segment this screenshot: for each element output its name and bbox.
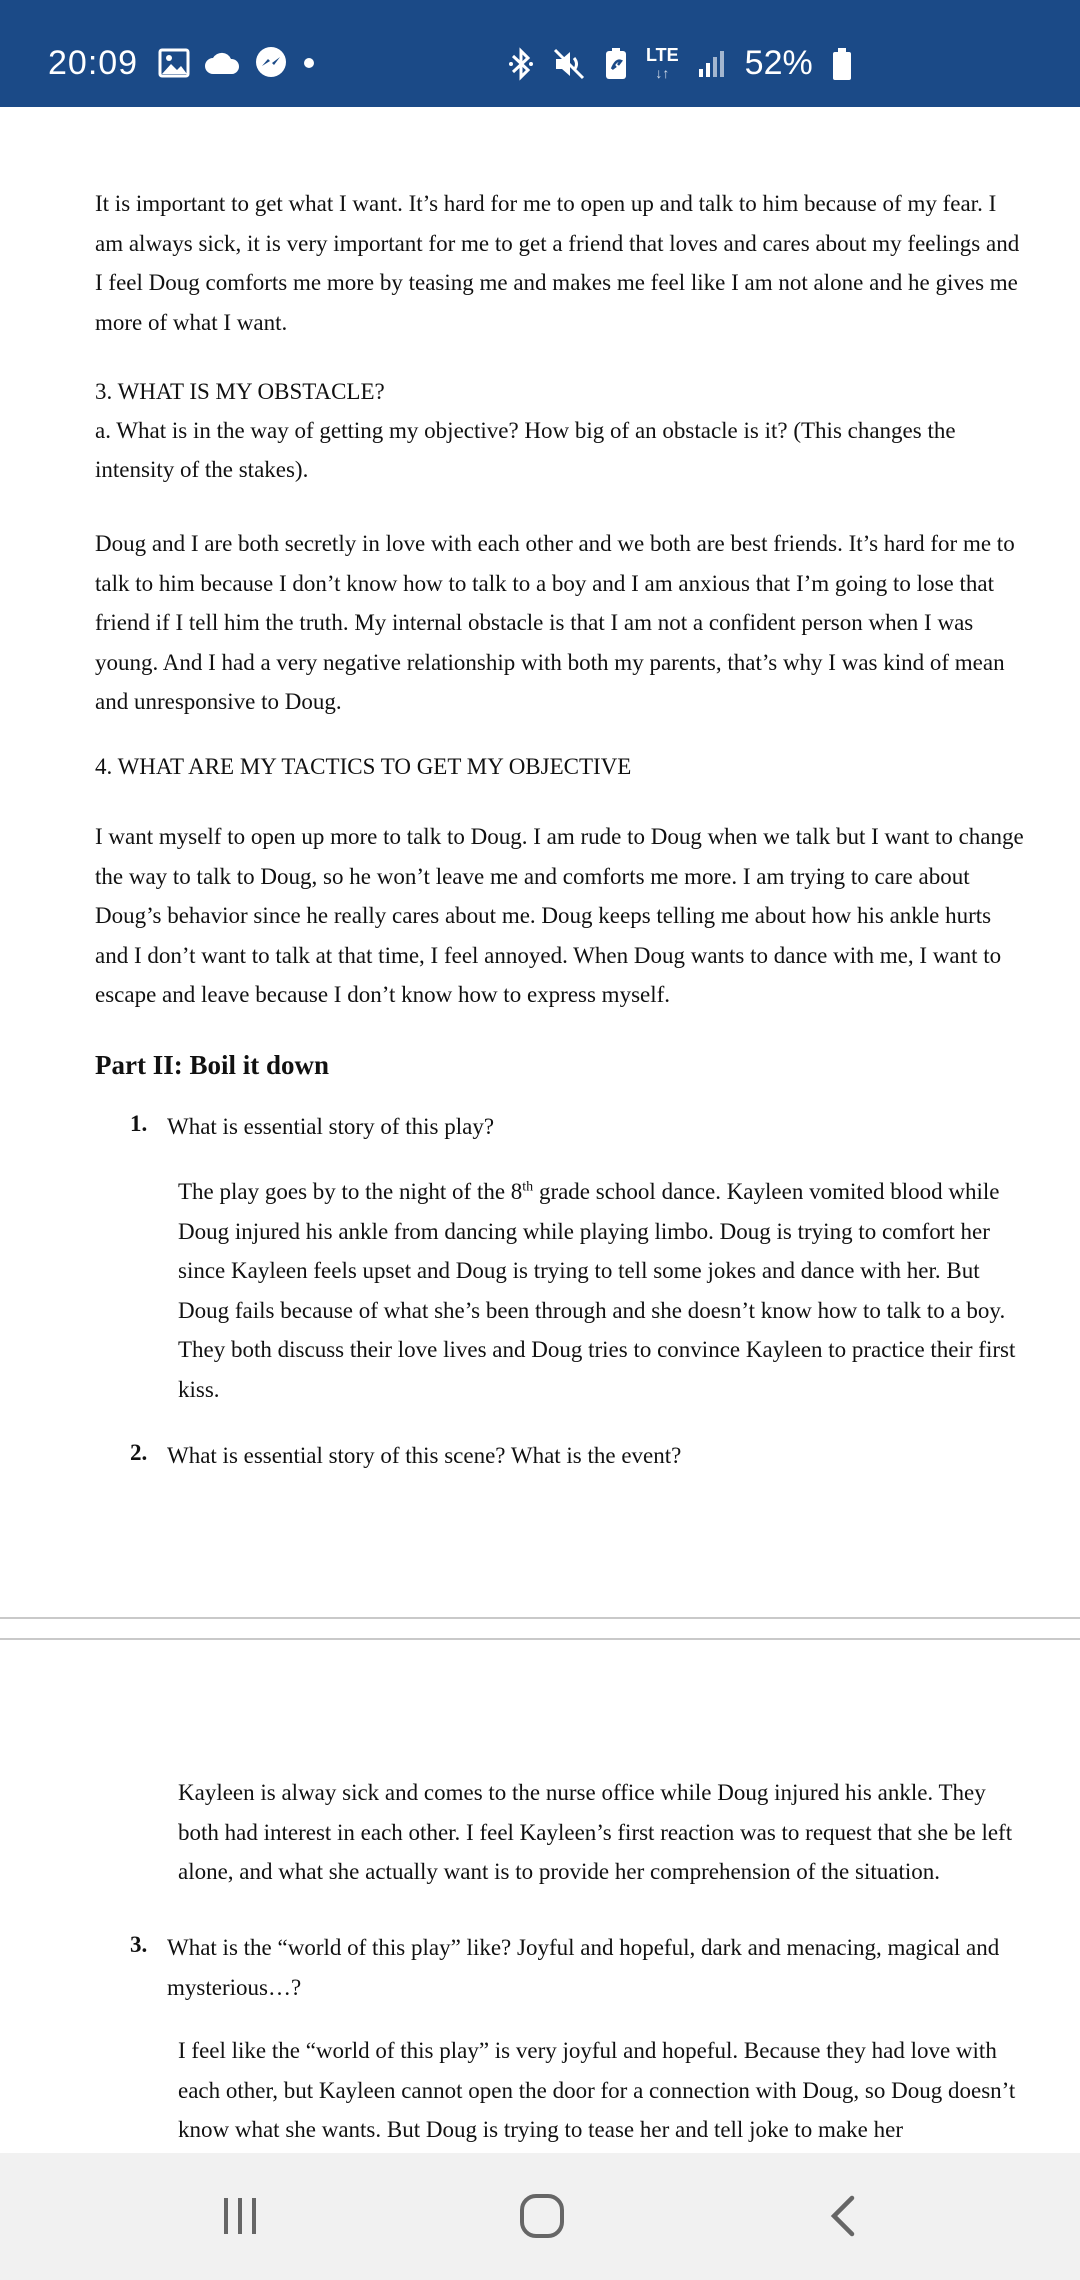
obstacle-question: a. What is in the way of getting my objective? How big of an obstacle is it? (This changes the intensity of the stakes). bbox=[95, 418, 956, 482]
battery-saver-icon bbox=[604, 47, 628, 81]
paragraph-objective-end bbox=[95, 184, 1025, 342]
answer-1 bbox=[178, 1172, 1028, 1409]
heading-tactics: 4. WHAT ARE MY TACTICS TO GET MY OBJECTIVE bbox=[95, 754, 632, 779]
image-icon bbox=[158, 48, 190, 78]
navigation-bar bbox=[0, 2153, 1080, 2280]
back-icon bbox=[824, 2192, 864, 2240]
answer-2 bbox=[178, 1773, 1028, 1892]
question-2-number: 2. bbox=[130, 1440, 148, 1465]
system-icons bbox=[508, 44, 853, 83]
page-break bbox=[0, 1617, 1080, 1640]
recent-apps-icon bbox=[218, 2194, 262, 2238]
signal-icon bbox=[697, 49, 727, 79]
answer-1-text bbox=[178, 1172, 1028, 1409]
home-button[interactable] bbox=[502, 2181, 582, 2251]
recent-apps-button[interactable] bbox=[200, 2181, 280, 2251]
mute-icon bbox=[552, 47, 586, 81]
bluetooth-icon bbox=[508, 47, 534, 81]
network-label: LTE bbox=[646, 44, 679, 65]
paragraph-text: Doug and I are both secretly in love with each other and we both are best friends. It’s hard for me to talk to him because I don’t know how to talk to a boy and I am anxious that I’m going to lose that friend if I tell him the truth. My internal obstacle is that I am not a confident person when I was young. And I had a very negative relationship with both my parents, that’s why I was kind of mean and unresponsive to Doug. bbox=[95, 531, 1015, 714]
answer-3 bbox=[178, 2031, 1028, 2150]
answer-3-text: I feel like the “world of this play” is very joyful and hopeful. Because they had love with each other, but Kayleen cannot open the door for a connection with Doug, so Doug doesn’t know what she wants. But Doug is trying to tease her and tell joke to make her bbox=[178, 2038, 1016, 2142]
heading-obstacle: 3. WHAT IS MY OBSTACLE? bbox=[95, 379, 385, 404]
answer-2-text: Kayleen is alway sick and comes to the nurse office while Doug injured his ankle. They both had interest in each other. I feel Kayleen’s first reaction was to request that she be left alone, and what she actually want is to provide her comprehension of the situation. bbox=[178, 1780, 1013, 1884]
answer-1-part-a: The play goes by to the night of the 8 bbox=[178, 1179, 523, 1204]
home-icon bbox=[518, 2192, 566, 2240]
status-time: 20:09 bbox=[48, 44, 139, 82]
messenger-icon bbox=[254, 46, 288, 80]
notification-icons bbox=[158, 46, 316, 80]
lte-icon: LTE ↓↑ bbox=[646, 44, 679, 81]
back-button[interactable] bbox=[804, 2181, 884, 2251]
paragraph-obstacle bbox=[95, 524, 1025, 722]
document-page-1[interactable] bbox=[0, 107, 1080, 1617]
cloud-icon bbox=[204, 50, 240, 76]
question-1-number: 1. bbox=[130, 1111, 148, 1136]
paragraph-text: I want myself to open up more to talk to Doug. I am rude to Doug when we talk but I want to change the way to talk to Doug, so he won’t leave me and comforts me more. I am trying to care about Doug’s behavior since he really cares about me. Doug keeps telling me about how his ankle hurts and I don’t want to talk at that time, I feel annoyed. When Doug wants to dance with me, I want to escape and leave because I don’t know how to express myself. bbox=[95, 824, 1024, 1007]
question-3: What is the “world of this play” like? Joyful and hopeful, dark and menacing, magical and mysterious…? bbox=[167, 1935, 1000, 2000]
question-3-number: 3. bbox=[130, 1932, 148, 1957]
ordinal-suffix: th bbox=[522, 1179, 534, 1195]
battery-icon bbox=[831, 47, 853, 81]
battery-percent: 52% bbox=[744, 44, 813, 82]
part-two-title: Part II: Boil it down bbox=[95, 1050, 330, 1080]
status-bar bbox=[0, 0, 1080, 107]
document-page-2[interactable] bbox=[0, 1640, 1080, 2153]
answer-1-part-b: grade school dance. Kayleen vomited blood while Doug injured his ankle from dancing while playing limbo. Doug is trying to comfort her since Kayleen feels upset and Doug is trying to tell some jokes and dance with her. But Doug fails because of what she’s been through and she doesn’t know how to talk to a boy. They both discuss their love lives and Doug tries to convince Kayleen to practice their first kiss. bbox=[178, 1179, 1016, 1402]
question-2: What is essential story of this scene? What is the event? bbox=[167, 1443, 682, 1468]
dot-icon bbox=[302, 56, 316, 70]
question-1: What is essential story of this play? bbox=[167, 1114, 495, 1139]
paragraph-tactics bbox=[95, 817, 1025, 1015]
paragraph-text: It is important to get what I want. It’s hard for me to open up and talk to him because of my fear. I am always sick, it is very important for me to get a friend that loves and cares about my feelings and I feel Doug comforts me more by teasing me and makes me feel like I am not alone and he gives me more of what I want. bbox=[95, 191, 1020, 335]
